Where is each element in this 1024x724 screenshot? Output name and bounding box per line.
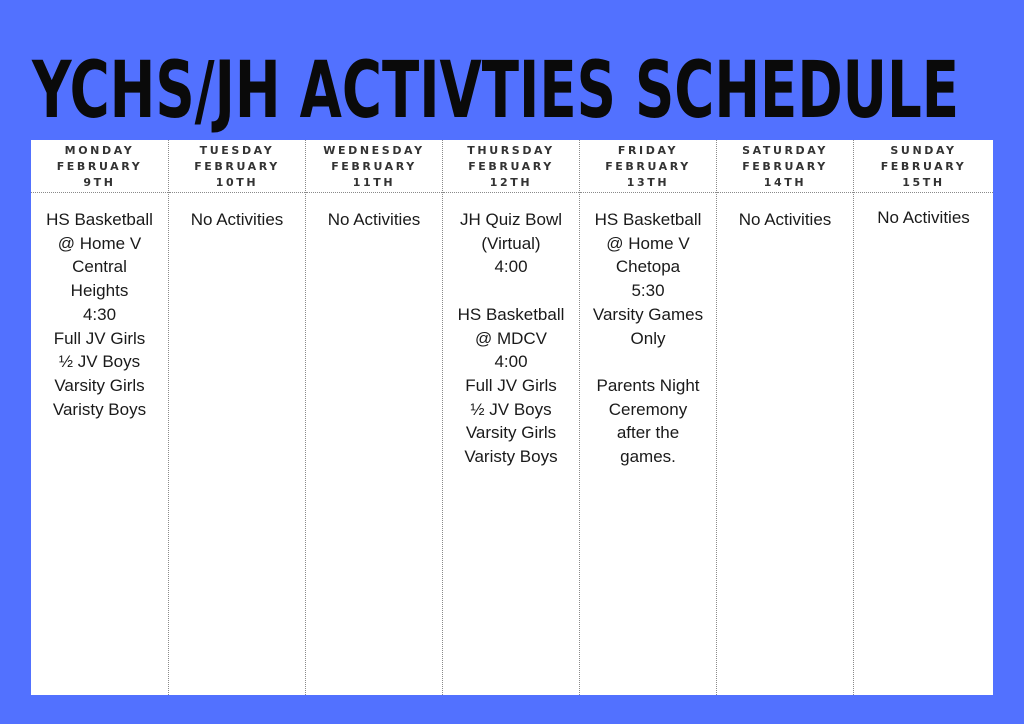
activity-line [443,279,579,303]
day-month: FEBRUARY [56,160,143,173]
day-column-friday [580,140,717,695]
day-column-monday [31,140,169,695]
day-date: 11TH [352,176,396,189]
day-activities [31,193,168,421]
day-weekday: THURSDAY [467,144,555,157]
day-weekday: SATURDAY [742,144,828,157]
day-activities [717,193,853,232]
activity-line: ½ JV Boys [470,399,552,419]
day-date: 9TH [83,176,116,189]
day-header [854,140,993,193]
day-weekday: TUESDAY [199,144,275,157]
activity-line [580,350,716,374]
day-activities [169,193,305,232]
activity-line: after the [616,423,680,443]
activity-line: Full JV Girls [465,375,557,395]
day-activities [443,193,579,469]
activity-line: Parents Night [596,375,700,395]
activity-line: (Virtual) [481,233,541,253]
day-column-saturday [717,140,854,695]
activity-line: Ceremony [608,399,688,419]
day-weekday: WEDNESDAY [323,144,425,157]
day-column-wednesday [306,140,443,695]
day-month: FEBRUARY [194,160,280,173]
activity-line: 4:30 [82,304,117,324]
day-month: FEBRUARY [605,160,691,173]
day-date: 14TH [763,176,807,189]
day-header [443,140,579,193]
day-month: FEBRUARY [468,160,554,173]
activity-line: Only [630,328,666,348]
activity-line: No Activities [190,210,284,229]
day-month: FEBRUARY [880,160,967,173]
activity-line: Varsity Girls [465,423,557,443]
activity-line: games. [620,447,676,467]
activity-line: @ Home V [57,233,142,253]
activity-line: 5:30 [631,281,665,301]
day-weekday: SUNDAY [890,144,957,157]
activity-line: ½ JV Boys [58,352,141,372]
activity-line: @ Home V [606,233,690,253]
activity-line: No Activities [877,208,970,227]
day-date: 13TH [626,176,670,189]
activity-line: Full JV Girls [53,328,146,348]
day-header [717,140,853,193]
activity-line: Chetopa [615,257,681,277]
day-header [31,140,168,193]
day-column-thursday [443,140,580,695]
activity-line: Varsity Games [592,304,704,324]
activity-line: 4:00 [494,257,528,277]
activity-line: No Activities [327,210,421,229]
day-column-sunday [854,140,993,695]
day-date: 15TH [902,176,945,189]
day-weekday: FRIDAY [617,144,679,157]
activity-line: Varisty Boys [464,447,558,467]
day-date: 12TH [489,176,533,189]
activity-line: HS Basketball [46,210,153,229]
day-header [306,140,442,193]
activity-line: Varisty Boys [52,399,147,419]
activity-line: HS Basketball [594,210,702,229]
activity-line: Heights [70,281,129,301]
day-date: 10TH [215,176,259,189]
activity-line: Varsity Girls [54,375,145,395]
activity-line: HS Basketball [457,304,565,324]
day-month: FEBRUARY [742,160,828,173]
activity-line: JH Quiz Bowl [459,210,563,229]
day-activities [854,193,993,230]
page-title: YCHS/JH ACTIVTIES SCHEDULE [32,46,960,136]
day-column-tuesday [169,140,306,695]
activity-line: Central [72,257,127,277]
day-activities [580,193,716,469]
day-header [169,140,305,193]
activity-line: 4:00 [494,352,528,372]
day-activities [306,193,442,232]
activity-line: @ MDCV [474,328,548,348]
day-header [580,140,716,193]
day-weekday: MONDAY [64,144,135,157]
schedule-table [31,140,993,695]
activity-line: No Activities [738,210,832,229]
day-month: FEBRUARY [331,160,417,173]
